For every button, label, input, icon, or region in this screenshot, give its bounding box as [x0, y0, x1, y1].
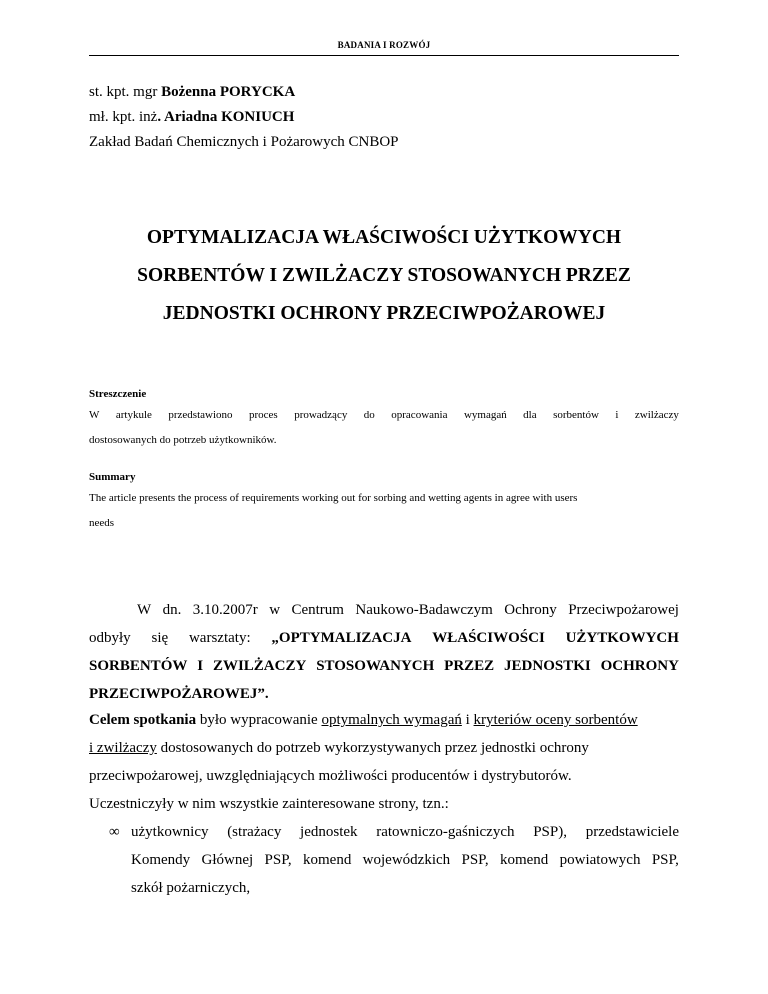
p2-underlined-1: optymalnych wymagań [321, 712, 462, 728]
word: przedstawiono [168, 409, 233, 421]
word: prowadzący [294, 409, 348, 421]
word: STOSOWANYCH [316, 658, 435, 674]
word: powiatowych [559, 852, 641, 868]
author-1 [89, 80, 689, 105]
bullet-1-line-1 [131, 818, 679, 846]
word: wojewódzkich [362, 852, 451, 868]
word: do [363, 409, 375, 421]
word: Ochrony [504, 602, 557, 618]
author-2-name: . Ariadna KONIUCH [157, 109, 295, 125]
title-line-1: OPTYMALIZACJA WŁAŚCIWOŚCI UŻYTKOWYCH [146, 227, 622, 248]
word: artykule [115, 409, 152, 421]
word: zwilżaczy [634, 409, 679, 421]
word: proces [249, 409, 278, 421]
word: W [137, 602, 152, 618]
title-line-2: SORBENTÓW I ZWILŻACZY STOSOWANYCH PRZEZ [137, 265, 631, 286]
word: wymagań [463, 409, 507, 421]
paper-title [89, 219, 679, 333]
word: opracowania [391, 409, 448, 421]
bullet-1-line-3: szkół pożarniczych, [131, 880, 251, 896]
abstract-pl-text [89, 403, 679, 453]
word: „OPTYMALIZACJA [271, 630, 412, 646]
word: 3.10.2007r [192, 602, 258, 618]
word: komend [499, 852, 549, 868]
word: PSP, [264, 852, 292, 868]
body-paragraph-2 [89, 706, 679, 790]
abstract-en-text [89, 486, 679, 536]
abstract-pl-line-1 [89, 403, 679, 428]
word: Komendy [131, 852, 191, 868]
title-line-3: JEDNOSTKI OCHRONY PRZECIWPOŻAROWEJ [162, 303, 606, 324]
p2-line-2 [89, 734, 679, 762]
body-paragraph-3: Uczestniczyły w nim wszystkie zainteresowane strony, tzn.: [89, 796, 449, 812]
bullet-list [89, 818, 679, 902]
p1-line-3 [89, 652, 679, 680]
word: ZWILŻACZY [212, 658, 307, 674]
running-header: BADANIA I ROZWÓJ [337, 40, 431, 50]
word: użytkownicy [131, 824, 209, 840]
p2-line-3: przeciwpożarowej, uwzględniających możliwości producentów i dystrybutorów. [89, 768, 572, 784]
word: jednostek [300, 824, 358, 840]
p2-underlined-3: i zwilżaczy [89, 740, 157, 756]
p2-text-b: i [461, 712, 474, 728]
p1-line-2 [89, 624, 679, 652]
word: SORBENTÓW [89, 658, 188, 674]
author-1-prefix: st. kpt. mgr [89, 84, 162, 100]
abstract-en-heading: Summary [89, 471, 136, 483]
bullet-1-line-2 [131, 846, 679, 874]
abstract-en-line-2: needs [89, 517, 115, 529]
word: OCHRONY [600, 658, 679, 674]
word: (strażacy [227, 824, 282, 840]
p2-underlined-2: kryteriów oceny sorbentów [473, 712, 638, 728]
word: W [89, 409, 100, 421]
word: Głównej [201, 852, 254, 868]
list-item [89, 818, 679, 902]
word: PSP, [651, 852, 679, 868]
p2-line-1 [89, 706, 679, 734]
authors-block [89, 80, 689, 155]
p1-line-1 [89, 596, 679, 624]
p2-text-c: dostosowanych do potrzeb wykorzystywanych przez jednostki ochrony [156, 740, 589, 756]
word: warsztaty: [188, 630, 251, 646]
word: PRZEZ [444, 658, 495, 674]
header-rule [89, 55, 679, 56]
word: UŻYTKOWYCH [565, 630, 679, 646]
word: ratowniczo-gaśniczych [376, 824, 515, 840]
word: I [197, 658, 204, 674]
word: odbyły [89, 630, 131, 646]
p2-text-a: było wypracowanie [196, 712, 322, 728]
word: Centrum [291, 602, 344, 618]
word: PSP, [461, 852, 489, 868]
abstract-pl-line-2: dostosowanych do potrzeb użytkowników. [89, 434, 277, 446]
word: komend [303, 852, 352, 868]
word: JEDNOSTKI [504, 658, 591, 674]
word: się [151, 630, 169, 646]
word: PSP), [533, 824, 567, 840]
author-1-name: Bożenna PORYCKA [161, 84, 296, 100]
abstract-pl-heading: Streszczenie [89, 388, 147, 400]
word: WŁAŚCIWOŚCI [432, 630, 545, 646]
abstract-en-line-1: The article presents the process of requirements working out for sorbing and wetting agents in agree with users [89, 492, 578, 504]
word: w [269, 602, 281, 618]
word: sorbentów [553, 409, 599, 421]
affiliation: Zakład Badań Chemicznych i Pożarowych CNBOP [89, 134, 399, 150]
author-2-prefix: mł. kpt. inż [89, 109, 158, 125]
word: Przeciwpożarowej [568, 602, 679, 618]
infinity-bullet-icon: ∞ [109, 824, 120, 840]
p1-line-4: PRZECIWPOŻAROWEJ”. [89, 686, 269, 702]
word: przedstawiciele [585, 824, 679, 840]
word: dn. [162, 602, 182, 618]
word: Naukowo-Badawczym [355, 602, 493, 618]
author-2 [89, 105, 689, 130]
word: dla [523, 409, 537, 421]
word: i [615, 409, 619, 421]
body-paragraph-1 [89, 596, 679, 708]
p2-bold-phrase: Celem spotkania [89, 712, 197, 728]
